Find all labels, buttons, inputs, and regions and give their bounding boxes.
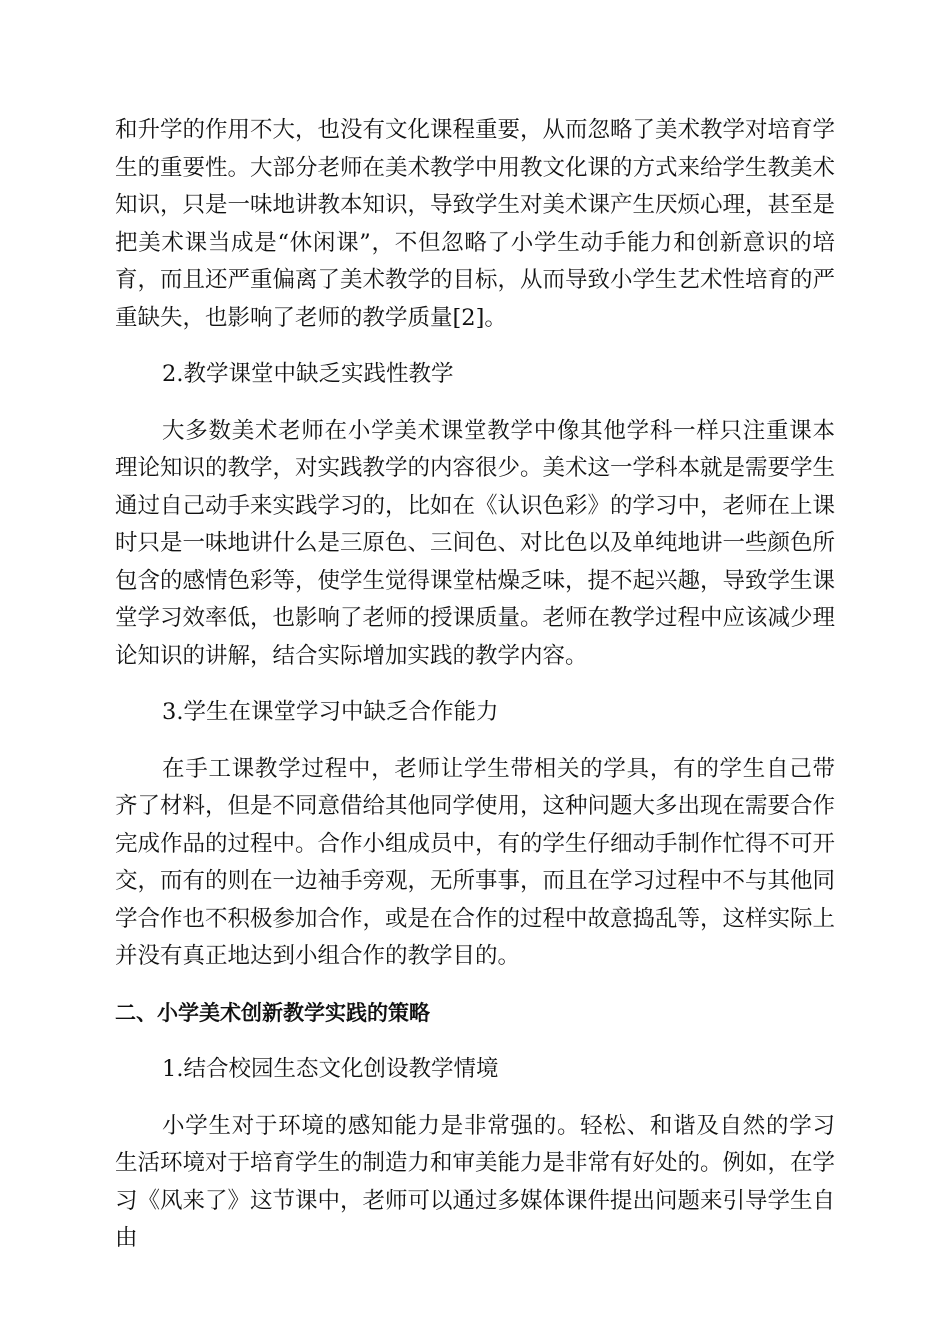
spacer: [115, 337, 835, 356]
subheading-s2-1: 1.结合校园生态文化创设教学情境: [162, 1056, 499, 1082]
document-page: [115, 112, 835, 1258]
section-heading-2: 二、小学美术创新教学实践的策略: [115, 1000, 430, 1025]
paragraph-2: 大多数美术老师在小学美术课堂教学中像其他学科一样只注重课本理论知识的教学，对实践教学的内容很少。美术这一学科本就是需要学生通过自己动手来实践学习的，比如在《认识色彩》的学习中，老师在上课时只是一味地讲什么是三原色、三间色、对比色以及单纯地讲一些颜色所包含的感情色彩等，使学生觉得课堂枯燥乏味，提不起兴趣，导致学生课堂学习效率低，也影响了老师的授课质量。老师在教学过程中应该减少理论知识的讲解，结合实际增加实践的教学内容。: [115, 417, 836, 669]
subheading-3: 3.学生在课堂学习中缺乏合作能力: [162, 699, 499, 725]
subheading-2: 2.教学课堂中缺乏实践性教学: [162, 361, 454, 387]
spacer: [115, 1089, 835, 1108]
paragraph-4: 小学生对于环境的感知能力是非常强的。轻松、和谐及自然的学习生活环境对于培育学生的制造力和审美能力是非常有好处的。例如，在学习《风来了》这节课中，老师可以通过多媒体课件提出问题来引导学生自由: [115, 1112, 836, 1251]
spacer: [115, 394, 835, 413]
paragraph-3: 在手工课教学过程中，老师让学生带相关的学具，有的学生自己带齐了材料，但是不同意借给其他同学使用，这种问题大多出现在需要合作完成作品的过程中。合作小组成员中，有的学生仔细动手制作忙得不可开交，而有的则在一边袖手旁观，无所事事，而且在学习过程中不与其他同学合作也不积极参加合作，或是在合作的过程中故意捣乱等，这样实际上并没有真正地达到小组合作的教学目的。: [115, 755, 836, 969]
paragraph-1: 和升学的作用不大，也没有文化课程重要，从而忽略了美术教学对培育学生的重要性。大部分老师在美术教学中用教文化课的方式来给学生教美术知识，只是一味地讲教本知识，导致学生对美术课产生厌烦心理，甚至是把美术课当成是“休闲课”，不但忽略了小学生动手能力和创新意识的培育，而且还严重偏离了美术教学的目标，从而导致小学生艺术性培育的严重缺失，也影响了老师的教学质量[2]。: [115, 117, 836, 331]
spacer: [115, 732, 835, 751]
spacer: [115, 976, 835, 995]
spacer: [115, 675, 835, 694]
spacer: [115, 1032, 835, 1051]
